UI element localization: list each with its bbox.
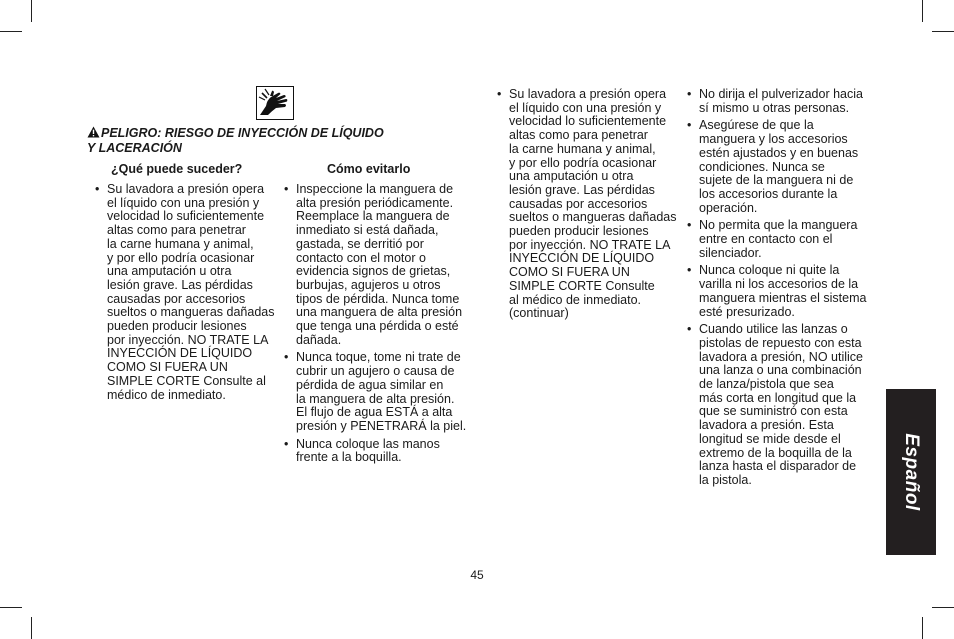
bullet-line: pueden producir lesiones <box>509 224 649 239</box>
bullet-line: El flujo de agua ESTÁ a alta <box>296 405 453 420</box>
danger-heading <box>87 126 407 155</box>
bullet-line: cubrir un agujero o causa de <box>296 364 455 379</box>
bullet-line: la manguera de alta presión. <box>296 391 455 406</box>
bullet-line: silenciador. <box>699 245 762 260</box>
bullet-line: más corta en longitud que la <box>699 390 857 405</box>
bullet-line: entre en contacto con el <box>699 232 833 247</box>
bullet-line: burbujas, agujeros u otros <box>296 277 441 292</box>
bullet-line: altas como para penetrar <box>107 223 246 238</box>
bullet-line: una manguera de alta presión <box>296 305 463 320</box>
crop-mark <box>922 0 923 22</box>
bullet-line: al médico de inmediato. <box>509 292 642 307</box>
bullet-line: COMO SI FUERA UN <box>107 360 228 375</box>
hand-injection-hazard-icon <box>256 86 294 120</box>
bullet-line: gastada, se derritió por <box>296 236 424 251</box>
page-number: 45 <box>470 568 484 582</box>
bullet-line: pérdida de agua similar en <box>296 377 444 392</box>
bullet-line: sí mismo u otras personas. <box>699 100 850 115</box>
crop-mark <box>31 617 32 639</box>
bullet-line: causadas por accesorios <box>509 196 648 211</box>
bullet-line: que se suministró con esta <box>699 404 848 419</box>
bullet-item <box>687 219 877 260</box>
bullet-line: pistolas de repuesto con esta <box>699 335 862 350</box>
bullet-line: por inyección. NO TRATE LA <box>509 237 671 252</box>
bullet-line: alta presión periódicamente. <box>296 195 454 210</box>
crop-mark <box>0 607 22 608</box>
bullet-item <box>687 119 877 215</box>
bullet-line: el líquido con una presión y <box>107 195 260 210</box>
bullet-line: SIMPLE CORTE Consulte al <box>107 373 266 388</box>
bullet-line: INYECCIÓN DE LÍQUIDO <box>107 346 253 361</box>
bullet-item <box>284 183 474 347</box>
bullet-line: velocidad lo suficientemente <box>107 209 265 224</box>
bullet-line: lesión grave. Las pérdidas <box>107 277 253 292</box>
col2-list <box>284 183 474 469</box>
bullet-line: una amputación u otra <box>107 264 232 279</box>
bullet-line: el líquido con una presión y <box>509 100 662 115</box>
bullet-line: • No permita que la manguera <box>699 218 858 233</box>
bullet-line: de lanza/pistola que sea <box>699 377 834 392</box>
bullet-item <box>284 351 474 433</box>
crop-mark <box>932 607 954 608</box>
bullet-line: una lanza o una combinación <box>699 363 862 378</box>
bullet-item <box>687 88 877 115</box>
bullet-line: dañada. <box>296 332 342 347</box>
bullet-line: esté presurizado. <box>699 304 795 319</box>
crop-mark <box>922 617 923 639</box>
bullet-line: causadas por accesorios <box>107 291 246 306</box>
bullet-line: INYECCIÓN DE LÍQUIDO <box>509 251 655 266</box>
crop-mark <box>932 31 954 32</box>
language-tab <box>886 389 936 555</box>
bullet-line: pueden producir lesiones <box>107 319 247 334</box>
bullet-line: lavadora a presión. Esta <box>699 418 834 433</box>
bullet-line: • No dirija el pulverizador hacia <box>699 87 863 101</box>
bullet-item <box>687 323 877 487</box>
bullet-line: velocidad lo suficientemente <box>509 114 667 129</box>
bullet-line: sujete de la manguera ni de <box>699 173 854 188</box>
bullet-line: longitud se mide desde el <box>699 431 841 446</box>
bullet-line: • Su lavadora a presión opera <box>509 87 667 101</box>
bullet-line: • Asegúrese de que la <box>699 118 814 133</box>
bullet-item <box>497 88 682 321</box>
bullet-line: Reemplace la manguera de <box>296 209 450 224</box>
bullet-line: manguera mientras el sistema <box>699 290 867 305</box>
bullet-line: la carne humana y animal, <box>509 141 656 156</box>
bullet-line: contacto con el motor o <box>296 250 426 265</box>
bullet-line: inmediato si está dañada, <box>296 223 439 238</box>
bullet-line: extremo de la boquilla de la <box>699 445 852 460</box>
bullet-line: condiciones. Nunca se <box>699 159 825 174</box>
bullet-line: que tenga una pérdida o esté <box>296 319 459 334</box>
bullet-line: • Nunca toque, tome ni trate de <box>296 350 461 365</box>
col1-list <box>95 183 275 406</box>
bullet-line: manguera y los accesorios <box>699 132 848 147</box>
bullet-line: lesión grave. Las pérdidas <box>509 182 655 197</box>
language-tab-label: Español <box>901 433 922 511</box>
bullet-line: presión y PENETRARÁ la piel. <box>296 418 467 433</box>
bullet-line: frente a la boquilla. <box>296 450 402 465</box>
what-can-happen-header: ¿Qué puede suceder? <box>111 162 243 176</box>
how-to-prevent-header: Cómo evitarlo <box>327 162 411 176</box>
bullet-line: una amputación u otra <box>509 169 634 184</box>
crop-mark <box>0 31 22 32</box>
bullet-line: la pistola. <box>699 472 752 487</box>
bullet-line: lavadora a presión, NO utilice <box>699 349 863 364</box>
bullet-line: COMO SI FUERA UN <box>509 265 630 280</box>
bullet-line: altas como para penetrar <box>509 128 648 143</box>
heading-line-2: Y LACERACIÓN <box>87 141 182 155</box>
bullet-line: (continuar) <box>509 306 569 321</box>
bullet-line: • Su lavadora a presión opera <box>107 182 265 196</box>
bullet-line: lanza hasta el disparador de <box>699 459 857 474</box>
bullet-line: evidencia signos de grietas, <box>296 264 451 279</box>
bullet-line: y por ello podría ocasionar <box>107 250 255 265</box>
col3-list <box>497 88 682 325</box>
crop-mark <box>31 0 32 22</box>
bullet-line: • Inspeccione la manguera de <box>296 182 454 196</box>
bullet-line: y por ello podría ocasionar <box>509 155 657 170</box>
bullet-item <box>687 264 877 319</box>
bullet-item <box>95 183 275 402</box>
bullet-line: • Cuando utilice las lanzas o <box>699 322 848 337</box>
warning-triangle-icon <box>87 126 100 141</box>
bullet-line: la carne humana y animal, <box>107 236 254 251</box>
bullet-line: tipos de pérdida. Nunca tome <box>296 291 460 306</box>
bullet-line: por inyección. NO TRATE LA <box>107 332 269 347</box>
bullet-item <box>284 438 474 465</box>
bullet-line: estén ajustados y en buenas <box>699 145 859 160</box>
bullet-line: los accesorios durante la <box>699 186 838 201</box>
bullet-line: sueltos o mangueras dañadas <box>107 305 275 320</box>
bullet-line: SIMPLE CORTE Consulte <box>509 278 655 293</box>
heading-line-1: PELIGRO: RIESGO DE INYECCIÓN DE LÍQUIDO <box>101 126 384 140</box>
bullet-line: • Nunca coloque las manos <box>296 436 440 451</box>
bullet-line: operación. <box>699 200 758 215</box>
bullet-line: varilla ni los accesorios de la <box>699 277 859 292</box>
bullet-line: • Nunca coloque ni quite la <box>699 263 840 278</box>
col4-list <box>687 88 877 492</box>
bullet-line: sueltos o mangueras dañadas <box>509 210 677 225</box>
bullet-line: médico de inmediato. <box>107 387 226 402</box>
